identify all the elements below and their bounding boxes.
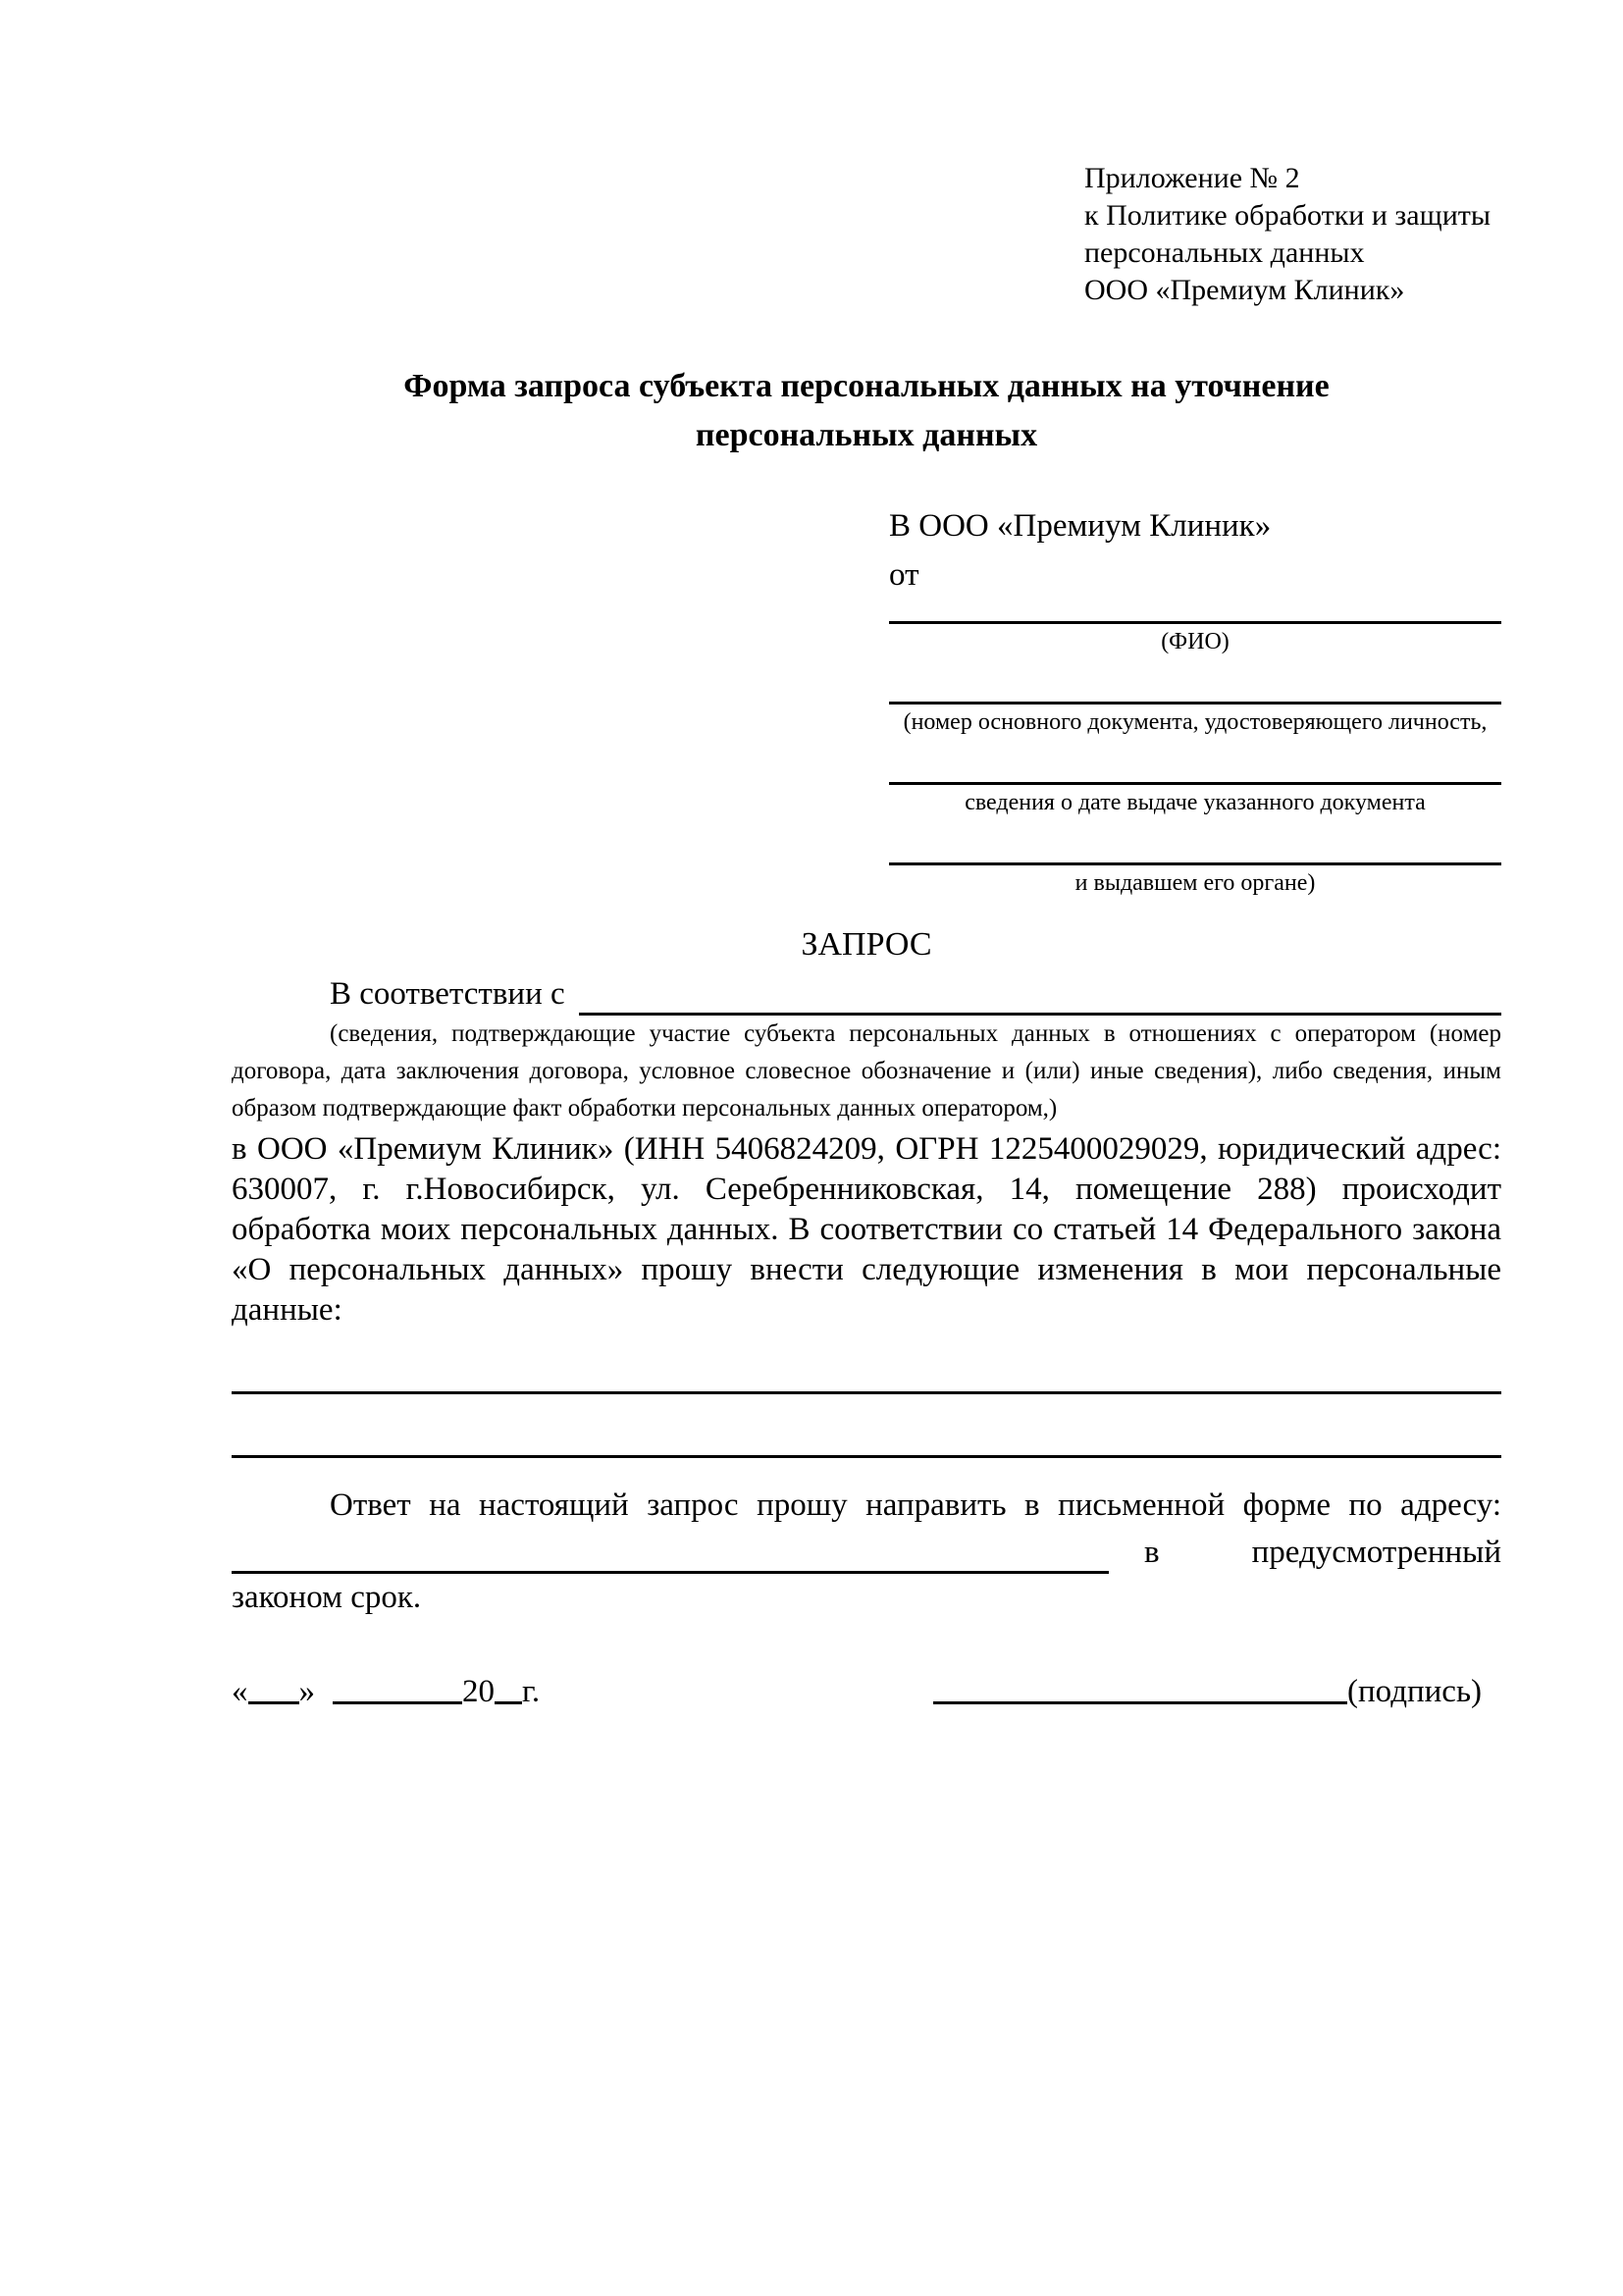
appendix-header-line: Приложение № 2: [1084, 162, 1300, 194]
month-fill-line: [333, 1669, 462, 1704]
issuing-authority-caption: и выдавшем его органе): [1074, 870, 1316, 896]
appendix-header-line: персональных данных: [1084, 236, 1365, 269]
date-century: 20: [462, 1674, 495, 1709]
issue-date-fill-line: [889, 737, 1501, 785]
page-title-line: Форма запроса субъекта персональных данных на уточнение: [403, 368, 1330, 404]
changes-fill-line: [232, 1394, 1501, 1458]
page-title: [232, 362, 1501, 460]
reply-paragraph-end: законом срок.: [232, 1580, 422, 1615]
body-paragraph: в ООО «Премиум Клиник» (ИНН 5406824209, ОГРН 1225400029029, юридический адрес: 630007, г. г.Новосибирск, ул. Серебренниковская, 14, помещение 288) происходит обработка моих персональных данных. В соответствии со статьей 14 Федерального закона «О персональных данных» прошу внести следующие изменения в мои персональные данные:: [232, 1131, 1501, 1328]
signature-fill-line: [933, 1669, 1347, 1704]
date-year-suffix: г.: [522, 1674, 541, 1709]
reply-address-fill-line: [232, 1532, 1109, 1574]
accordance-note: (сведения, подтверждающие участие субъекта персональных данных в отношениях с оператором (номер договора, дата заключения договора, условное словесное обозначение и (или) иные сведения), либо сведения, иным образом подтверждающие факт обработки персональных данных оператором,): [232, 1020, 1501, 1122]
fio-caption: (ФИО): [1161, 629, 1230, 654]
accordance-fill-line: [579, 975, 1501, 1016]
accordance-label: В соответствии с: [330, 976, 565, 1012]
addressee-block: [889, 501, 1501, 898]
appendix-header: [1084, 160, 1501, 309]
issuing-authority-fill-line: [889, 817, 1501, 865]
reply-address-row: [232, 1527, 1501, 1574]
date-open-quote: «: [232, 1674, 248, 1709]
addressee-to: В ООО «Премиум Клиник»: [889, 508, 1272, 544]
request-heading: ЗАПРОС: [801, 926, 932, 963]
reply-right-word: предусмотренный: [1251, 1535, 1501, 1570]
fio-fill-line: [889, 600, 1501, 624]
signature-caption: (подпись): [1347, 1674, 1482, 1709]
signature-line: [933, 1666, 1482, 1713]
issue-date-caption: сведения о дате выдаче указанного документа: [965, 790, 1426, 815]
day-fill-line: [248, 1669, 299, 1704]
accordance-row: [232, 972, 1501, 1016]
reply-paragraph-line: Ответ на настоящий запрос прошу направить в письменной форме по адресу:: [330, 1487, 1501, 1523]
appendix-header-line: к Политике обработки и защиты: [1084, 199, 1492, 232]
date-close-quote: »: [298, 1674, 315, 1709]
document-number-caption: (номер основного документа, удостоверяющего личность,: [903, 709, 1488, 735]
date-signature-row: [232, 1666, 1501, 1713]
changes-fill-line: [232, 1331, 1501, 1394]
date-line: [232, 1666, 540, 1713]
reply-right-word: в: [1144, 1535, 1160, 1570]
document-number-fill-line: [889, 656, 1501, 704]
addressee-from: от: [889, 557, 919, 593]
page-title-line: персональных данных: [695, 417, 1038, 453]
year-fill-line: [495, 1669, 522, 1704]
appendix-header-line: ООО «Премиум Клиник»: [1084, 274, 1405, 306]
reply-right-text: [1109, 1531, 1501, 1574]
